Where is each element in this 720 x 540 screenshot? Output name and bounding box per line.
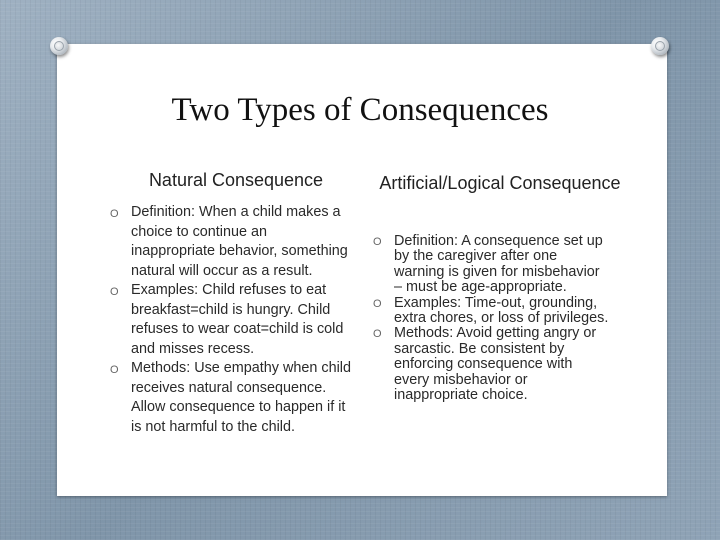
list-item xyxy=(110,203,354,281)
item-text: Methods: Use empathy when child receives natural consequence. Allow consequence to happen if it is not harmful to the child. xyxy=(131,360,351,435)
list-item xyxy=(110,281,354,359)
pushpin-icon-right xyxy=(651,37,669,55)
pushpin-icon-left xyxy=(50,37,68,55)
logical-consequence-list xyxy=(373,234,611,403)
list-item xyxy=(373,296,611,327)
natural-consequence-heading: Natural Consequence xyxy=(148,170,324,190)
bullet-icon: O xyxy=(373,236,382,248)
list-item xyxy=(373,234,611,296)
bullet-icon: O xyxy=(373,297,382,310)
list-item xyxy=(373,326,611,403)
item-text: Methods: Avoid getting angry or sarcastic. Be consistent by enforcing consequence with every misbehavior or inappropriate choice. xyxy=(394,325,597,404)
item-text: Definition: When a child makes a choice to continue an inappropriate behavior, something natural will occur as a result. xyxy=(131,204,348,279)
natural-consequence-list xyxy=(110,203,354,437)
bullet-icon: O xyxy=(110,364,119,376)
slide-title: Two Types of Consequences xyxy=(171,92,549,128)
logical-consequence-heading: Artificial/Logical Consequence xyxy=(379,173,621,193)
bullet-icon: O xyxy=(373,328,382,341)
item-text: Examples: Time-out, grounding, extra chores, or loss of privileges. xyxy=(394,294,609,327)
bullet-icon: O xyxy=(110,286,119,298)
item-text: Examples: Child refuses to eat breakfast=child is hungry. Child refuses to wear coat=child is cold and misses recess. xyxy=(131,282,344,357)
item-text: Definition: A consequence set up by the caregiver after one warning is given for misbehavior – must be age-appropriate. xyxy=(394,233,603,296)
bullet-icon: O xyxy=(110,208,119,220)
list-item xyxy=(110,359,354,437)
